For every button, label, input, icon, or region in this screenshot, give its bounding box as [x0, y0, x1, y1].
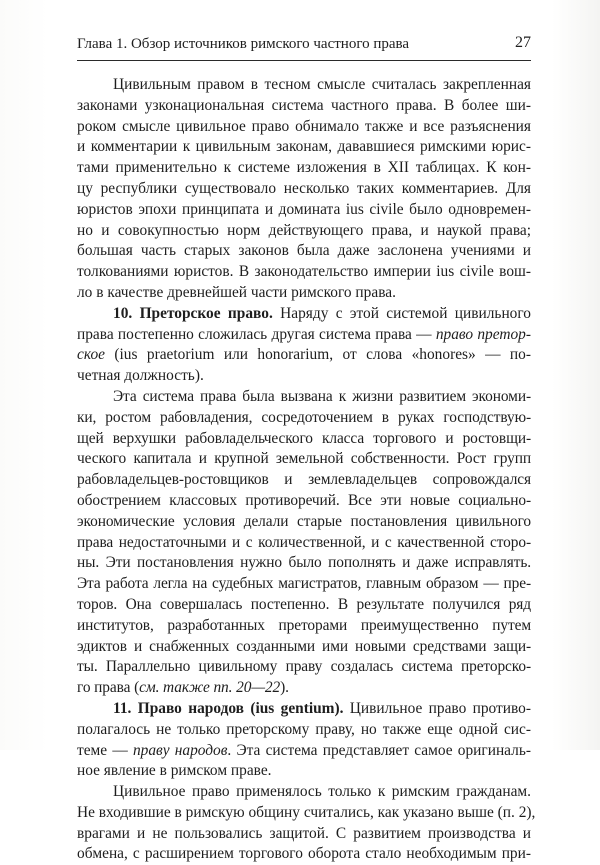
text-line: полагалось не только преторскому праву, но также еще одной сис- [77, 720, 531, 738]
section-heading-praetorian-law: 10. Преторское право. [113, 304, 273, 322]
text-line: ки, ростом рабовладения, сосредоточением в руках господствую- [77, 408, 531, 426]
text-line: роком смысле цивильное право обнимало также и все разъяснения [77, 117, 531, 135]
text-line [77, 345, 531, 366]
italic-term: праву народов [132, 741, 228, 759]
text-fragment: го права ( [77, 679, 140, 697]
body-text [77, 75, 536, 865]
paragraph-praetorian-law [77, 304, 531, 387]
text-line: тами применительно к системе изложения в XII таблицах. К кон- [77, 159, 531, 177]
text-line: врагами и не пользовались защитой. С развитием производства и [77, 824, 531, 842]
text-fragment: Цивильное право противо- [343, 699, 531, 717]
text-line [77, 741, 531, 762]
text-line [77, 678, 531, 699]
text-line: цу республики существовало несколько таких комментариев. Для [77, 179, 531, 197]
text-line [77, 325, 531, 346]
text-line: большая часть старых законов была даже заслонена учениями и [77, 242, 531, 260]
italic-term: право претор- [435, 325, 531, 343]
text-line: ческого капитала и крупной земельной собственности. Рост групп [77, 450, 531, 468]
running-title: Глава 1. Обзор источников римского частного права [77, 36, 410, 52]
text-line: Цивильным правом в тесном смысле считалась закрепленная [113, 76, 531, 93]
text-line: экономические условия делали старые постановления цивильного [77, 512, 531, 530]
text-line: Эта работа легла на судебных магистратов, главным образом — пре- [77, 575, 531, 593]
text-line [77, 699, 531, 720]
paragraph-ius-gentium [77, 699, 531, 782]
text-line: ное явление в римском праве. [77, 762, 272, 780]
text-line: рабовладельцев-ростовщиков и землевладельцев сопровождался [77, 471, 531, 489]
text-line: права недостаточными и с количественной, и с качественной сторо- [77, 533, 531, 551]
section-heading-ius-gentium: 11. Право народов (ius gentium). [113, 699, 344, 717]
text-line: четная должность). [77, 367, 204, 385]
text-line: ны. Эти постановления нужно было пополнять и даже исправлять. [77, 554, 531, 572]
text-line: эдиктов и снабженных созданными ими новыми средствами защи- [77, 637, 531, 655]
text-fragment: теме — [77, 741, 133, 759]
paragraph-civil-law [77, 75, 531, 304]
running-header [77, 34, 531, 58]
text-line: обмена, с расширением торгового оборота стало необходимым при- [77, 845, 531, 863]
text-line: Не входившие в римскую общину считались, как указано выше (п. 2), [77, 803, 536, 821]
text-fragment: . Эта система представляет самое оригиналь- [227, 741, 531, 759]
text-line: толкованиями юристов. В законодательство империи ius civile вош- [77, 263, 531, 281]
text-line: щей верхушки рабовладельческого класса торгового и ростовщи- [77, 429, 531, 447]
text-line: Эта система права была вызвана к жизни развитием экономи- [113, 387, 531, 405]
text-fragment: ). [280, 679, 289, 697]
paragraph-economic-development [77, 387, 531, 699]
text-line: ты. Параллельно цивильному праву создалась система преторско- [77, 658, 531, 676]
text-fragment: права постепенно сложилась другая система права — [77, 325, 436, 343]
text-fragment: (ius praetorium или honorarium, от слова «honores» — по- [104, 346, 531, 364]
header-rule [77, 60, 531, 61]
text-line: торов. Она совершалась постепенно. В результате получился ряд [77, 595, 531, 613]
italic-term: ское [77, 346, 105, 364]
text-fragment: Наряду с этой системой цивильного [272, 304, 531, 322]
text-line [77, 304, 531, 325]
text-line: Цивильное право применялось только к римским гражданам. [113, 783, 531, 801]
text-line: ло в качестве древнейшей части римского права. [77, 283, 396, 301]
text-line: институтов, разработанных преторами преимущественно путем [77, 616, 531, 634]
text-line: юристов эпохи принципата и домината ius civile было одновремен- [77, 200, 531, 218]
page-number: 27 [515, 34, 531, 51]
paragraph-roman-citizens [77, 782, 536, 865]
cross-reference: см. также пп. 20—22 [139, 679, 281, 697]
text-line: и комментарии к цивильным законам, дававшиеся римскими юрис- [77, 138, 531, 156]
text-line: но и совокупностью норм действующего права, и наукой права; [77, 221, 531, 239]
text-line: обострением классовых противоречий. Все эти новые социально- [77, 491, 531, 509]
text-line: законами узконациональная система частного права. В более ши- [77, 96, 531, 114]
